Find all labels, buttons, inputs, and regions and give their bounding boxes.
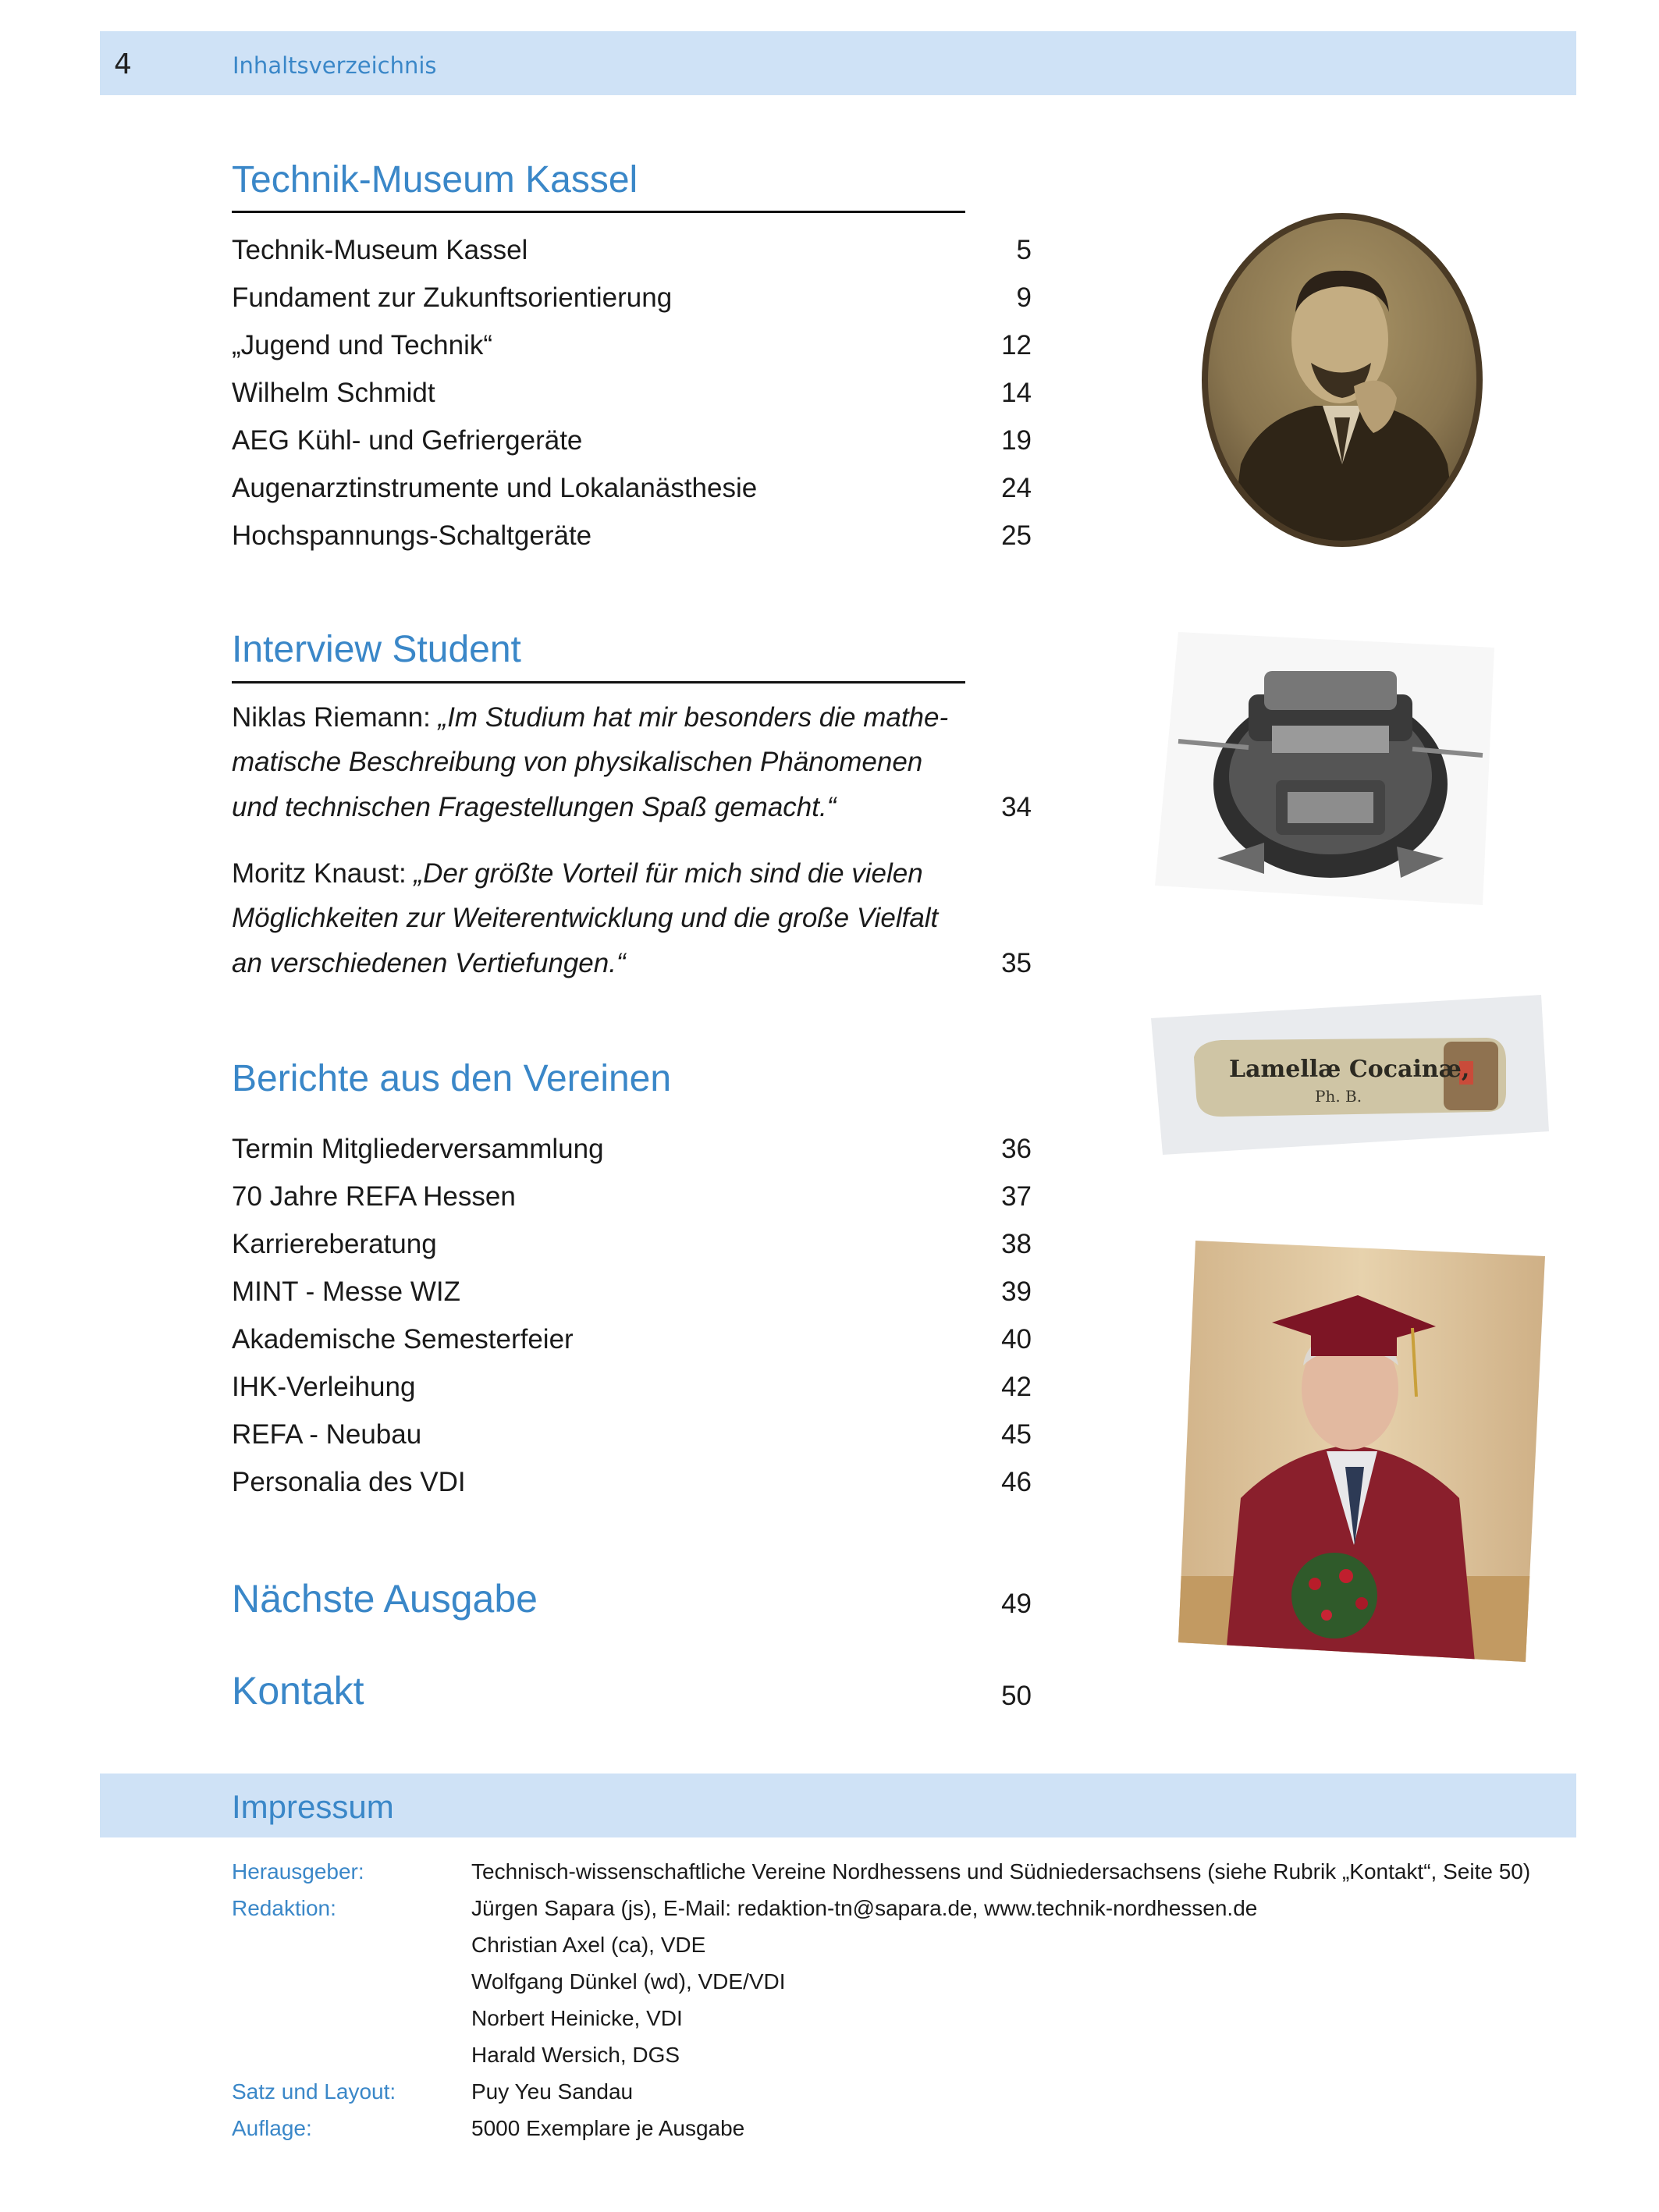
toc-entry-title: Fundament zur Zukunftsorientierung [232,282,673,313]
interview-quote-line: Möglichkeiten zur Weiterentwicklung und die große Vielfalt [232,903,939,933]
toc-entry-page: 39 [1001,1276,1032,1307]
toc-entry-naechste[interactable] [232,1576,1032,1631]
toc-entry-page: 25 [1001,520,1032,551]
toc-entry-title: Nächste Ausgabe [232,1577,538,1621]
interview-quote-line: „Im Studium hat mir besonders die mathe- [438,702,949,733]
toc-entry[interactable] [232,330,1032,361]
impressum-key: Redaktion: [232,1896,336,1920]
impressum-key: Auflage: [232,2116,312,2140]
toc-entry[interactable] [232,1134,1032,1165]
impressum-value: Harald Wersich, DGS [471,2043,680,2067]
interview-quote-line: matische Beschreibung von physikalischen Phänomenen [232,747,923,777]
toc-entry-title: „Jugend und Technik“ [232,330,493,360]
interview-entry[interactable] [232,702,1032,835]
toc-entry-title: Hochspannungs-Schaltgeräte [232,520,592,551]
toc-entry-page: 24 [1001,473,1032,503]
impressum-value: Christian Axel (ca), VDE [471,1933,706,1957]
toc-entry[interactable] [232,378,1032,409]
toc-entry[interactable] [232,1467,1032,1498]
impressum-value: 5000 Exemplare je Ausgabe [471,2116,745,2140]
impressum-value: Jürgen Sapara (js), E-Mail: redaktion-tn@sapara.de, www.technik-nordhessen.de [471,1896,1258,1920]
toc-entry-title: 70 Jahre REFA Hessen [232,1181,516,1212]
page-number: 4 [114,48,132,80]
section-rule [232,211,965,213]
toc-entry-kontakt[interactable] [232,1668,1032,1723]
toc-entry-page: 42 [1001,1372,1032,1402]
portrait-photo [1198,207,1487,554]
interview-name: Moritz Knaust: [232,858,414,889]
toc-entry-title: Technik-Museum Kassel [232,235,528,265]
toc-entry-page: 36 [1001,1134,1032,1164]
toc-entry-page: 34 [1001,792,1032,822]
impressum-value: Technisch-wissenschaftliche Vereine Nordhessens und Südniedersachsens (siehe Rubrik „Kontakt“, Seite 50) [471,1859,1531,1884]
toc-entry[interactable] [232,1229,1032,1260]
toc-entry-page: 37 [1001,1181,1032,1212]
impressum-value: Norbert Heinicke, VDI [471,2006,683,2030]
toc-entry[interactable] [232,235,1032,266]
impressum-value: Puy Yeu Sandau [471,2079,634,2104]
vial-label: Lamellæ Cocainæ, [1229,1056,1470,1083]
toc-entry-title: Augenarztinstrumente und Lokalanästhesie [232,473,758,503]
section-heading-interview: Interview Student [232,629,521,670]
toc-entry-page: 50 [1001,1681,1032,1711]
header-section-label: Inhaltsverzeichnis [233,52,437,79]
toc-entry[interactable] [232,425,1032,456]
interview-entry[interactable] [232,858,1032,991]
toc-entry-title: Personalia des VDI [232,1467,466,1497]
vial-photo [1151,995,1549,1155]
toc-entry[interactable] [232,520,1032,552]
toc-entry[interactable] [232,473,1032,504]
section-heading-technik: Technik-Museum Kassel [232,159,638,201]
toc-entry[interactable] [232,1276,1032,1308]
toc-entry-page: 49 [1001,1589,1032,1619]
toc-entry-page: 19 [1001,425,1032,456]
impressum-value: Wolfgang Dünkel (wd), VDE/VDI [471,1969,786,1994]
toc-entry[interactable] [232,1181,1032,1213]
toc-entry-page: 35 [1001,948,1032,978]
vial-sublabel: Ph. B. [1315,1087,1362,1106]
toc-entry[interactable] [232,1372,1032,1403]
toc-entry-title: Akademische Semesterfeier [232,1324,574,1355]
toc-entry-page: 9 [1016,282,1032,313]
toc-entry-page: 14 [1001,378,1032,408]
impressum-title: Impressum [232,1788,394,1825]
toc-entry[interactable] [232,1419,1032,1450]
toc-entry-page: 5 [1016,235,1032,265]
toc-entry-title: Wilhelm Schmidt [232,378,435,408]
toc-entry-page: 40 [1001,1324,1032,1355]
compressor-photo [1155,624,1498,905]
graduation-photo [1178,1241,1545,1662]
toc-entry-title: Termin Mitgliederversammlung [232,1134,604,1164]
toc-entry-page: 46 [1001,1467,1032,1497]
interview-quote-line: „Der größte Vorteil für mich sind die vielen [414,858,923,889]
interview-quote-line: und technischen Fragestellungen Spaß gemacht.“ [232,792,837,822]
toc-entry[interactable] [232,1324,1032,1355]
toc-entry-page: 38 [1001,1229,1032,1259]
impressum-key: Satz und Layout: [232,2079,396,2104]
toc-entry[interactable] [232,282,1032,314]
section-heading-vereine: Berichte aus den Vereinen [232,1058,672,1099]
toc-entry-title: MINT - Messe WIZ [232,1276,460,1307]
interview-name: Niklas Riemann: [232,702,439,733]
toc-entry-page: 45 [1001,1419,1032,1450]
toc-entry-page: 12 [1001,330,1032,360]
toc-entry-title: IHK-Verleihung [232,1372,416,1402]
toc-entry-title: Karriereberatung [232,1229,437,1259]
section-rule [232,681,965,683]
interview-quote-line: an verschiedenen Vertiefungen.“ [232,948,626,978]
toc-entry-title: REFA - Neubau [232,1419,422,1450]
impressum-key: Herausgeber: [232,1859,364,1884]
toc-entry-title: AEG Kühl- und Gefriergeräte [232,425,583,456]
toc-entry-title: Kontakt [232,1669,364,1713]
